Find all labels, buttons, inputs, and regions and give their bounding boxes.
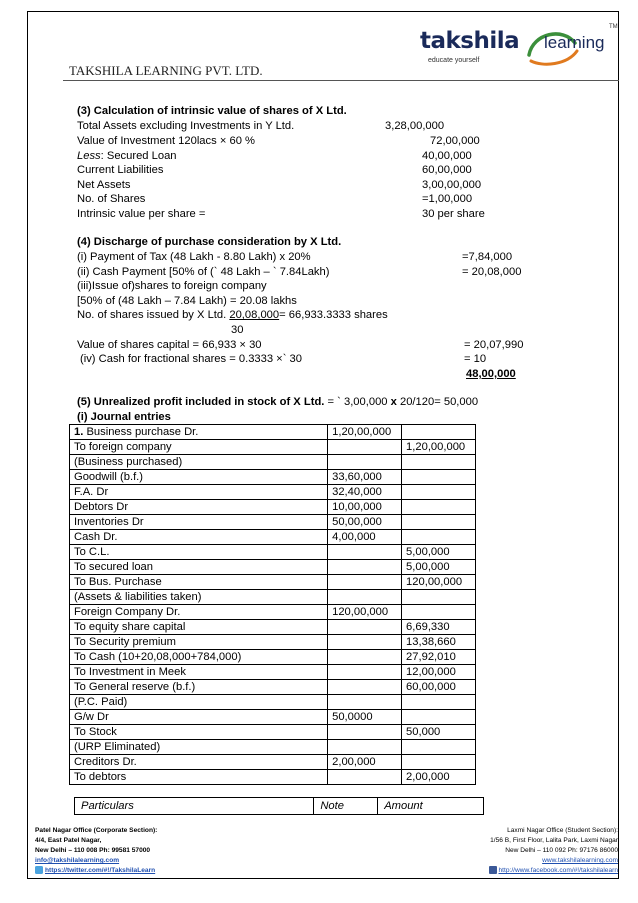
journal-particular-cell: Foreign Company Dr. — [70, 605, 328, 620]
particulars-header-row — [75, 798, 484, 815]
journal-row — [70, 485, 476, 500]
journal-credit-cell: 13,38,660 — [402, 635, 476, 650]
journal-particular-cell: (Assets & liabilities taken) — [70, 590, 328, 605]
footer-left-office: Patel Nagar Office (Corporate Section): — [35, 827, 158, 834]
journal-row — [70, 665, 476, 680]
journal-debit-cell — [328, 740, 402, 755]
journal-row — [70, 455, 476, 470]
journal-particular-cell: To Bus. Purchase — [70, 575, 328, 590]
company-header: TAKSHILA LEARNING PVT. LTD. — [69, 63, 263, 78]
s3-value-total-assets: 3,28,00,000 — [385, 120, 445, 132]
journal-debit-cell — [328, 575, 402, 590]
facebook-icon — [489, 866, 497, 874]
particulars-header-table — [74, 797, 484, 815]
journal-credit-cell — [402, 515, 476, 530]
section4-title: (4) Discharge of purchase consideration by X Ltd. — [77, 236, 342, 248]
journal-credit-cell: 12,00,000 — [402, 665, 476, 680]
journal-credit-cell: 50,000 — [402, 725, 476, 740]
journal-debit-cell — [328, 455, 402, 470]
journal-credit-cell: 60,00,000 — [402, 680, 476, 695]
s4-line-divisor: 30 — [231, 324, 244, 336]
journal-debit-cell: 32,40,000 — [328, 485, 402, 500]
amount-header-cell: Amount — [378, 798, 484, 815]
s4-line-issue: (iii)Issue of)shares to foreign company — [77, 280, 267, 292]
logo-learning-text: learning — [544, 33, 605, 52]
s3-value-investment: 72,00,000 — [430, 135, 480, 147]
journal-title: (i) Journal entries — [77, 411, 171, 423]
journal-particular-cell: Debtors Dr — [70, 500, 328, 515]
s3-label-secured-loan: Less: Secured Loan — [77, 150, 177, 162]
footer-right-address-2: New Delhi – 110 092 Ph: 97176 86000 — [505, 847, 618, 854]
journal-particular-cell: (URP Eliminated) — [70, 740, 328, 755]
footer-twitter-link[interactable]: https://twitter.com/#!/TakshilaLearn — [45, 867, 156, 874]
footer-right-office: Laxmi Nagar Office (Student Section): — [507, 827, 618, 834]
s3-label-current-liabilities: Current Liabilities — [77, 164, 164, 176]
journal-credit-cell — [402, 605, 476, 620]
journal-row — [70, 635, 476, 650]
s4-value-share-capital: = 20,07,990 — [464, 339, 524, 351]
journal-credit-cell — [402, 455, 476, 470]
s3-value-intrinsic-value: 30 per share — [422, 208, 485, 220]
journal-debit-cell — [328, 695, 402, 710]
journal-particular-cell: Cash Dr. — [70, 530, 328, 545]
footer-right — [489, 826, 618, 876]
journal-debit-cell — [328, 560, 402, 575]
journal-row — [70, 500, 476, 515]
journal-table — [69, 424, 476, 785]
journal-particular-cell: (P.C. Paid) — [70, 695, 328, 710]
section5-line: (5) Unrealized profit included in stock of X Ltd. = ` 3,00,000 x 20/120= 50,000 — [77, 396, 479, 408]
journal-particular-cell: To equity share capital — [70, 620, 328, 635]
journal-particular-cell: To Investment in Meek — [70, 665, 328, 680]
footer-facebook[interactable] — [489, 866, 618, 876]
s3-value-secured-loan: 40,00,000 — [422, 150, 472, 162]
journal-credit-cell — [402, 590, 476, 605]
journal-particular-cell: To foreign company — [70, 440, 328, 455]
journal-debit-cell: 4,00,000 — [328, 530, 402, 545]
logo-brand-name: takshila — [420, 28, 520, 54]
journal-row — [70, 755, 476, 770]
s4-line-cash: (ii) Cash Payment [50% of (` 48 Lakh – ` 7.84Lakh) — [77, 266, 330, 278]
journal-credit-cell — [402, 695, 476, 710]
journal-credit-cell — [402, 425, 476, 440]
journal-particular-cell: (Business purchased) — [70, 455, 328, 470]
journal-debit-cell — [328, 665, 402, 680]
s3-label-total-assets: Total Assets excluding Investments in Y Ltd. — [77, 120, 295, 132]
s3-label-intrinsic-value: Intrinsic value per share = — [77, 208, 206, 220]
journal-credit-cell: 5,00,000 — [402, 545, 476, 560]
footer-facebook-link[interactable]: http://www.facebook.com/#!/takshilalearn — [498, 867, 618, 874]
journal-credit-cell — [402, 710, 476, 725]
journal-row — [70, 515, 476, 530]
journal-row — [70, 560, 476, 575]
journal-credit-cell — [402, 500, 476, 515]
journal-row — [70, 470, 476, 485]
s4-line-tax: (i) Payment of Tax (48 Lakh - 8.80 Lakh) x 20% — [77, 251, 311, 263]
journal-row — [70, 620, 476, 635]
journal-credit-cell — [402, 755, 476, 770]
section3-title: (3) Calculation of intrinsic value of shares of X Ltd. — [77, 105, 347, 117]
journal-row — [70, 740, 476, 755]
journal-particular-cell: To Stock — [70, 725, 328, 740]
s4-line-fifty-percent: [50% of (48 Lakh – 7.84 Lakh) = 20.08 lakhs — [77, 295, 297, 307]
s3-value-no-of-shares: =1,00,000 — [422, 193, 473, 205]
journal-debit-cell — [328, 770, 402, 785]
header-divider — [63, 80, 619, 81]
journal-debit-cell: 50,0000 — [328, 710, 402, 725]
journal-particular-cell: Goodwill (b.f.) — [70, 470, 328, 485]
journal-debit-cell — [328, 590, 402, 605]
footer-left-address-2: New Delhi – 110 008 Ph: 99581 57000 — [35, 847, 151, 854]
journal-row — [70, 545, 476, 560]
logo-tagline: educate yourself — [428, 57, 480, 64]
journal-debit-cell — [328, 545, 402, 560]
journal-row — [70, 650, 476, 665]
journal-row — [70, 530, 476, 545]
s3-value-current-liabilities: 60,00,000 — [422, 164, 472, 176]
journal-credit-cell — [402, 485, 476, 500]
journal-debit-cell: 33,60,000 — [328, 470, 402, 485]
journal-row — [70, 770, 476, 785]
note-header-cell: Note — [314, 798, 378, 815]
journal-particular-cell: F.A. Dr — [70, 485, 328, 500]
journal-credit-cell: 120,00,000 — [402, 575, 476, 590]
s4-line-share-capital: Value of shares capital = 66,933 × 30 — [77, 339, 262, 351]
journal-particular-cell: To Cash (10+20,08,000+784,000) — [70, 650, 328, 665]
journal-row — [70, 680, 476, 695]
s4-value-cash: = 20,08,000 — [462, 266, 522, 278]
journal-credit-cell — [402, 740, 476, 755]
journal-debit-cell: 120,00,000 — [328, 605, 402, 620]
journal-credit-cell: 5,00,000 — [402, 560, 476, 575]
journal-row — [70, 605, 476, 620]
footer-right-address-1: 1/56 B, First Floor, Lalita Park, Laxmi Nagar — [490, 837, 618, 844]
journal-debit-cell: 2,00,000 — [328, 755, 402, 770]
journal-particular-cell: To General reserve (b.f.) — [70, 680, 328, 695]
footer-left — [35, 826, 157, 876]
journal-row — [70, 425, 476, 440]
journal-debit-cell: 10,00,000 — [328, 500, 402, 515]
journal-particular-cell: Creditors Dr. — [70, 755, 328, 770]
journal-particular-cell: To C.L. — [70, 545, 328, 560]
journal-debit-cell — [328, 680, 402, 695]
journal-particular-cell: To secured loan — [70, 560, 328, 575]
journal-debit-cell — [328, 440, 402, 455]
footer-web-link[interactable]: www.takshilalearning.com — [542, 857, 618, 864]
s3-value-net-assets: 3,00,00,000 — [422, 179, 482, 191]
footer-email-link[interactable]: info@takshilalearning.com — [35, 857, 120, 864]
journal-debit-cell — [328, 725, 402, 740]
journal-debit-cell — [328, 650, 402, 665]
s3-label-no-of-shares: No. of Shares — [77, 193, 146, 205]
journal-particular-cell: Inventories Dr — [70, 515, 328, 530]
journal-credit-cell: 6,69,330 — [402, 620, 476, 635]
s3-label-investment: Value of Investment 120lacs × 60 % — [77, 135, 255, 147]
journal-row — [70, 575, 476, 590]
twitter-icon — [35, 866, 43, 874]
s4-value-fractional: = 10 — [464, 353, 487, 365]
journal-credit-cell — [402, 530, 476, 545]
journal-debit-cell — [328, 620, 402, 635]
takshila-logo — [420, 24, 616, 76]
journal-row — [70, 590, 476, 605]
logo-tm: TM — [609, 24, 618, 30]
s3-label-net-assets: Net Assets — [77, 179, 131, 191]
journal-row — [70, 710, 476, 725]
journal-particular-cell: 1. Business purchase Dr. — [70, 425, 328, 440]
journal-debit-cell — [328, 635, 402, 650]
particulars-header-cell: Particulars — [75, 798, 314, 815]
s4-line-fractional: (iv) Cash for fractional shares = 0.3333 ×` 30 — [80, 353, 302, 365]
journal-credit-cell — [402, 470, 476, 485]
s4-value-tax: =7,84,000 — [462, 251, 513, 263]
journal-credit-cell: 2,00,000 — [402, 770, 476, 785]
journal-particular-cell: G/w Dr — [70, 710, 328, 725]
journal-credit-cell: 1,20,00,000 — [402, 440, 476, 455]
journal-row — [70, 440, 476, 455]
journal-credit-cell: 27,92,010 — [402, 650, 476, 665]
journal-row — [70, 725, 476, 740]
journal-particular-cell: To Security premium — [70, 635, 328, 650]
footer-twitter[interactable] — [35, 866, 157, 876]
journal-row — [70, 695, 476, 710]
footer-left-address-1: 4/4, East Patel Nagar, — [35, 837, 102, 844]
s4-total: 48,00,000 — [466, 368, 516, 380]
journal-debit-cell: 1,20,00,000 — [328, 425, 402, 440]
s4-line-shares-issued: No. of shares issued by X Ltd. 20,08,000= 66,933.3333 shares — [77, 309, 388, 321]
journal-debit-cell: 50,00,000 — [328, 515, 402, 530]
journal-particular-cell: To debtors — [70, 770, 328, 785]
